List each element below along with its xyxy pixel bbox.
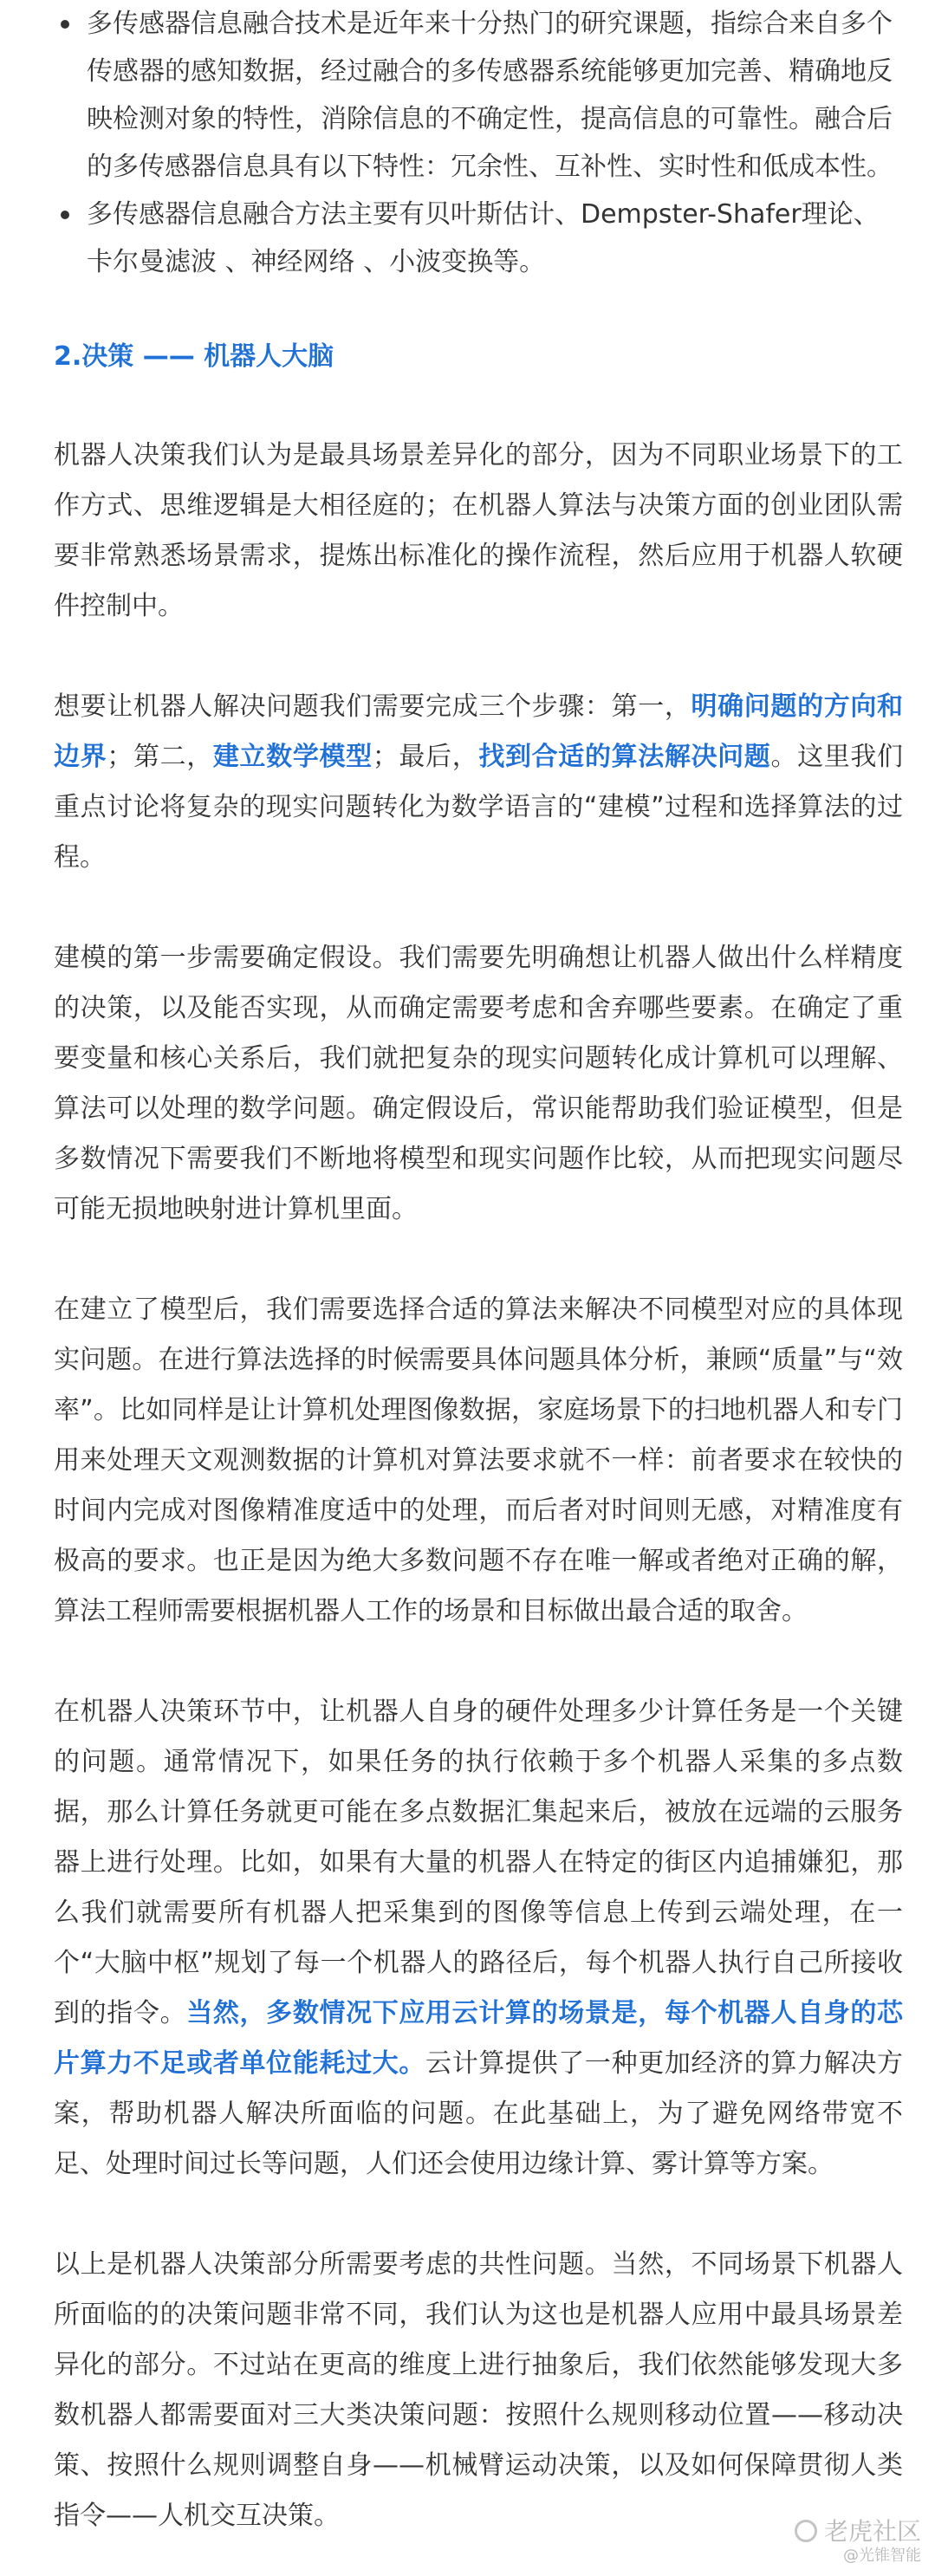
bullet-text: 多传感器信息融合技术是近年来十分热门的研究课题，指综合来自多个传感器的感知数据，经过融合的多传感器系统能够更加完善、精确地反映检测对象的特性，消除信息的不确定性，提高信息的可靠性。融合后的多传感器信息具有以下特性：冗余性、互补性、实时性和低成本性。: [87, 9, 893, 182]
paragraph-decision-summary: 以上是机器人决策部分所需要考虑的共性问题。当然，不同场景下机器人所面临的的决策问题非常不同，我们认为这也是机器人应用中最具场景差异化的部分。不过站在更高的维度上进行抽象后，我们依然能够发现大多数机器人都需要面对三大类决策问题：按照什么规则移动位置——移动决策、按照什么规则调整自身——机械臂运动决策，以及如何保障贯彻人类指令——人机交互决策。: [54, 2249, 903, 2531]
text-run: ；第二，: [107, 742, 213, 772]
paragraph-decision-intro: 机器人决策我们认为是最具场景差异化的部分，因为不同职业场景下的工作方式、思维逻辑是大相径庭的；在机器人算法与决策方面的创业团队需要非常熟悉场景需求，提炼出标准化的操作流程，然后应用于机器人软硬件控制中。: [54, 440, 903, 621]
highlight-step-three: 找到合适的算法解决问题: [478, 742, 771, 772]
watermark: [795, 2517, 921, 2566]
text-run: 。这里我们重点讨论将复杂的现实问题转化为数学语言的“建模”过程和选择算法的过程。: [54, 742, 904, 873]
watermark-author: @光锥智能: [843, 2547, 921, 2565]
article-body: [54, 0, 903, 2541]
bullet-text: 多传感器信息融合方法主要有贝叶斯估计、Dempster-Shafer理论、卡尔曼滤波 、神经网络 、小波变换等。: [87, 199, 880, 277]
highlight-cloud-scenario: 当然，多数情况下应用云计算的场景是，每个机器人自身的芯片算力不足或者单位能耗过大。: [54, 1998, 904, 2079]
paragraph-three-steps: [54, 682, 903, 883]
section-heading: 2.决策 —— 机器人大脑: [54, 341, 334, 372]
text-run: 云计算提供了一种更加经济的算力解决方案，帮助机器人解决所面临的问题。在此基础上，为了避免网络带宽不足、处理时间过长等问题，人们还会使用边缘计算、雾计算等方案。: [54, 2048, 904, 2179]
bullet-item-fusion-methods: [54, 191, 903, 286]
paragraph-algorithm-selection: 在建立了模型后，我们需要选择合适的算法来解决不同模型对应的具体现实问题。在进行算法选择的时候需要具体问题具体分析，兼顾“质量”与“效率”。比如同样是让计算机处理图像数据，家庭场景下的扫地机器人和专门用来处理天文观测数据的计算机对算法要求就不一样：前者要求在较快的时间内完成对图像精准度适中的处理，而后者对时间则无感，对精准度有极高的要求。也正是因为绝大多数问题不存在唯一解或者绝对正确的解，算法工程师需要根据机器人工作的场景和目标做出最合适的取舍。: [54, 1294, 903, 1626]
watermark-main: [795, 2517, 921, 2547]
text-run: 在机器人决策环节中，让机器人自身的硬件处理多少计算任务是一个关键的问题。通常情况下，如果任务的执行依赖于多个机器人采集的多点数据，那么计算任务就更可能在多点数据汇集起来后，被放在远端的云服务器上进行处理。比如，如果有大量的机器人在特定的街区内追捕嫌犯，那么我们就需要所有机器人把采集到的图像等信息上传到云端处理，在一个“大脑中枢”规划了每一个机器人的路径后，每个机器人执行自己所接收到的指令。: [54, 1697, 903, 2028]
paragraph-modeling: 建模的第一步需要确定假设。我们需要先明确想让机器人做出什么样精度的决策，以及能否实现，从而确定需要考虑和舍弃哪些要素。在确定了重要变量和核心关系后，我们就把复杂的现实问题转化成计算机可以理解、算法可以处理的数学问题。确定假设后，常识能帮助我们验证模型，但是多数情况下需要我们不断地将模型和现实问题作比较，从而把现实问题尽可能无损地映射进计算机里面。: [54, 943, 903, 1224]
community-logo-icon: [795, 2520, 817, 2542]
paragraph-cloud-computing: [54, 1687, 903, 2190]
watermark-text: 老虎社区: [823, 2517, 921, 2546]
bullet-list: [54, 0, 903, 286]
bullet-item-sensor-fusion: [54, 0, 903, 191]
text-run: 想要让机器人解决问题我们需要完成三个步骤：第一，: [54, 691, 692, 722]
highlight-step-two: 建立数学模型: [212, 742, 373, 772]
highlight-step-one: 明确问题的方向和边界: [54, 691, 904, 772]
bullet-dot-icon: [61, 211, 69, 219]
text-run: ；最后，: [372, 742, 479, 772]
bullet-dot-icon: [61, 20, 69, 29]
